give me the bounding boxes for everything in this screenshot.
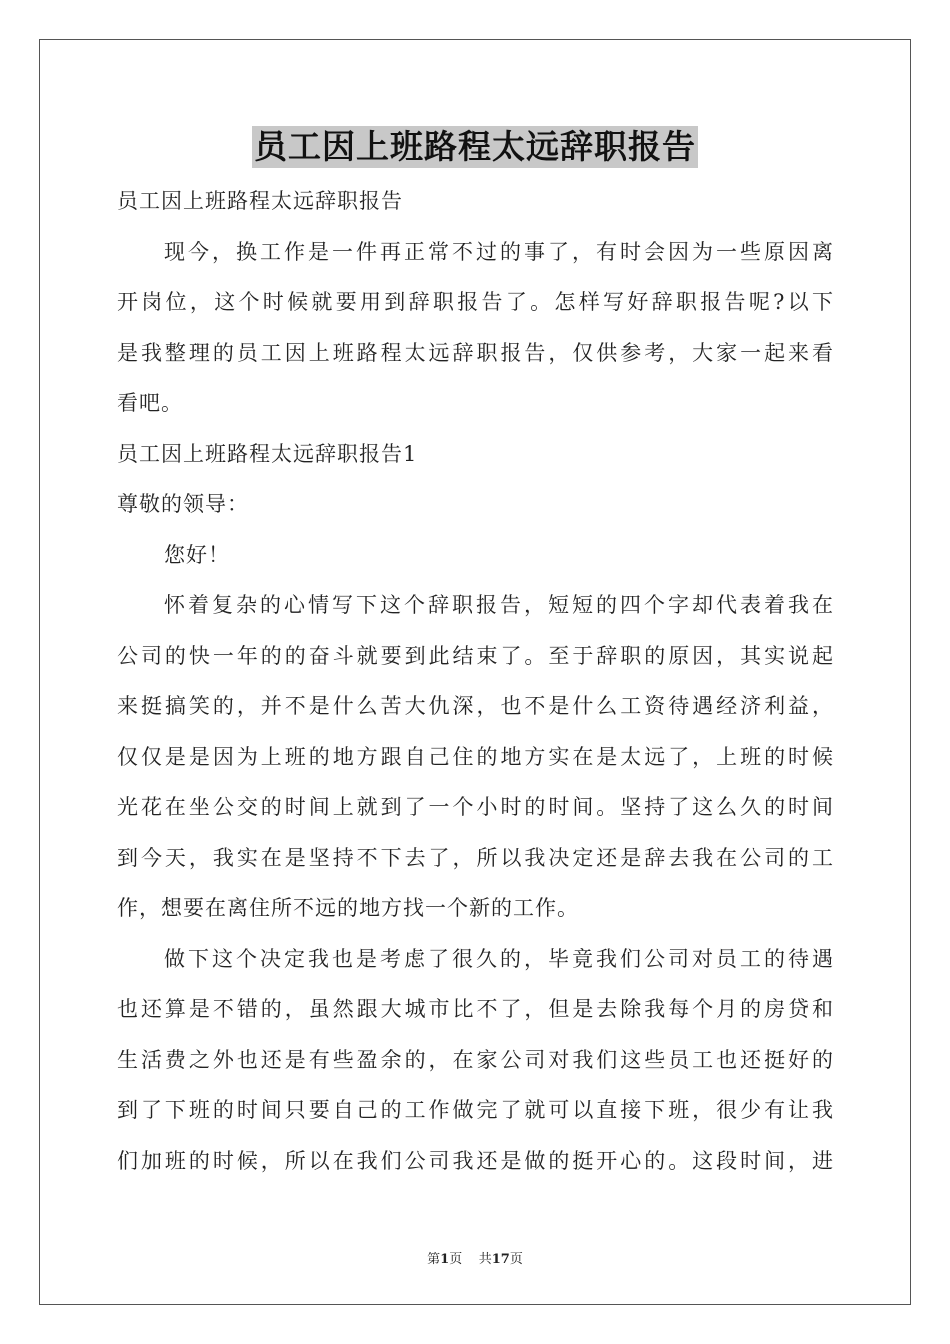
footer-page-prefix: 第 (427, 1252, 441, 1267)
page-footer (0, 1248, 950, 1267)
document-body (117, 176, 833, 1186)
footer-page-number: 1 (440, 1252, 450, 1267)
greeting: 您好！ (164, 542, 230, 567)
paragraph-line: 也还算是不错的，虽然跟大城市比不了，但是去除我每个月的房贷和 (117, 997, 833, 1021)
paragraph-line: 现今，换工作是一件再正常不过的事了，有时会因为一些原因离 (164, 239, 833, 264)
paragraph-line: 来挺搞笑的，并不是什么苦大仇深，也不是什么工资待遇经济利益， (117, 694, 833, 718)
paragraph-line: 是我整理的员工因上班路程太远辞职报告，仅供参考，大家一起来看 (117, 340, 833, 365)
subtitle-line: 员工因上班路程太远辞职报告 (117, 189, 403, 213)
paragraph-line: 作，想要在离住所不远的地方找一个新的工作。 (117, 896, 579, 920)
paragraph-line: 开岗位，这个时候就要用到辞职报告了。怎样写好辞职报告呢?以下 (117, 290, 833, 314)
paragraph-line: 到了下班的时间只要自己的工作做完了就可以直接下班，很少有让我 (117, 1098, 833, 1122)
title-area (0, 126, 950, 168)
paragraph-line: 仅仅是是因为上班的地方跟自己住的地方实在是太远了，上班的时候 (117, 744, 833, 769)
footer-total-suffix: 页 (509, 1252, 523, 1267)
paragraph-line: 生活费之外也还是有些盈余的，在家公司对我们这些员工也还挺好的 (117, 1047, 833, 1072)
paragraph-line: 们加班的时候，所以在我们公司我还是做的挺开心的。这段时间，进 (117, 1148, 833, 1173)
paragraph-line: 看吧。 (117, 391, 183, 415)
paragraph-line: 光花在坐公交的时间上就到了一个小时的时间。坚持了这么久的时间 (117, 795, 833, 819)
footer-total-pages: 17 (491, 1252, 510, 1267)
document-title: 员工因上班路程太远辞职报告 (254, 127, 696, 166)
paragraph-line: 怀着复杂的心情写下这个辞职报告，短短的四个字却代表着我在 (164, 593, 833, 617)
paragraph-line: 公司的快一年的的奋斗就要到此结束了。至于辞职的原因，其实说起 (117, 643, 833, 668)
paragraph-line: 到今天，我实在是坚持不下去了，所以我决定还是辞去我在公司的工 (117, 845, 833, 870)
paragraph-line: 做下这个决定我也是考虑了很久的，毕竟我们公司对员工的待遇 (164, 946, 833, 971)
footer-total-prefix: 共 (478, 1252, 492, 1267)
salutation: 尊敬的领导： (117, 492, 249, 516)
footer-page-suffix: 页 (449, 1252, 463, 1267)
section-heading: 员工因上班路程太远辞职报告1 (117, 441, 418, 466)
